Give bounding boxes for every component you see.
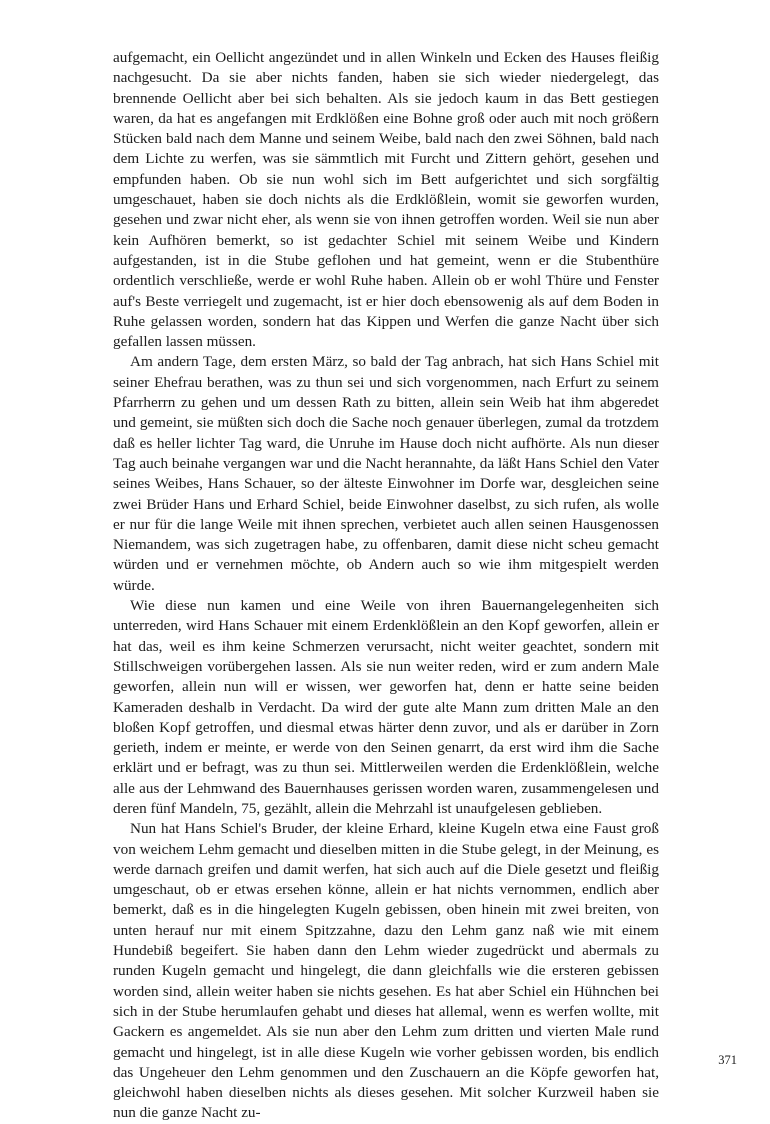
text-block bbox=[113, 48, 659, 1124]
paragraph-4: Nun hat Hans Schiel's Bruder, der kleine Erhard, kleine Kugeln etwa eine Faust groß von weichem Lehm gemacht und dieselben mitten in die Stube gelegt, in der Meinung, es werde darnach greifen und damit werfen, hat sich auch auf die Diele gesetzt und fleißig umgeschaut, ob er etwas ersehen könne, allein er hat nichts vernommen, endlich aber bemerkt, daß es in die hingelegten Kugeln gebissen, oben hinein mit zwei breiten, von unten herauf nur mit einem Spitzzahne, dazu den Lehm ganz naß wie mit einem Hundebiß begeifert. Sie haben dann den Lehm wieder zugedrückt und abermals zu runden Kugeln gemacht und hingelegt, die dann gleichfalls wie die ersteren gebissen worden sind, allein weiter haben sie nichts gesehen. Es hat aber Schiel ein Hühnchen bei sich in der Stube herumlaufen gehabt und dieses hat allemal, wenn es werfen wollte, mit Gackern es angemeldet. Als sie nun aber den Lehm zum dritten und vierten Male rund gemacht und hingelegt, ist in alle diese Kugeln wie vorher gebissen worden, bis endlich das Ungeheuer den Lehm genommen und den Zuschauern an die Köpfe geworfen hat, gleichwohl haben dieselben nichts als dieses gesehen. Mit solcher Kurzweil haben sie nun die ganze Nacht zu- bbox=[113, 820, 659, 1122]
paragraph-continuation: aufgemacht, ein Oellicht angezündet und in allen Winkeln und Ecken des Hauses fleißig nachgesucht. Da sie aber nichts fanden, haben sie sich wieder niedergelegt, das brennende Oellicht aber bei sich behalten. Als sie jedoch kaum in das Bett gestiegen waren, da hat es angefangen mit Erdklößen eine Bohne groß oder auch mit noch größern Stücken bald nach dem Manne und seinem Weibe, bald nach den zwei Söhnen, bald nach dem Lichte zu werfen, was sie sämmtlich mit Furcht und Zittern gehört, gesehen und empfunden haben. Ob sie nun wohl sich im Bett aufgerichtet und sich sorgfältig umgeschauet, haben sie doch nichts als die Erdklößlein, womit sie geworfen wurden, gesehen und zwar nicht eher, als wenn sie von ihnen getroffen worden. Weil sie nun aber kein Aufhören bemerkt, so ist gedachter Schiel mit seinem Weibe und Kindern aufgestanden, ist in die Stube geflohen und hat gemeint, wenn er die Stubenthüre ordentlich verschließe, werde er wohl Ruhe haben. Allein ob er wohl Thüre und Fenster auf's Beste verriegelt und zugemacht, ist er hier doch ebensowenig als auf dem Boden in Ruhe gelassen worden, sondern hat das Kippen und Werfen die ganze Nacht über sich gefallen lassen müssen. bbox=[113, 49, 659, 351]
paragraph-2: Am andern Tage, dem ersten März, so bald der Tag anbrach, hat sich Hans Schiel mit seiner Ehefrau berathen, was zu thun sei und sich vorgenommen, nach Erfurt zu seinem Pfarrherrn zu gehen und um dessen Rath zu bitten, allein sein Weib hat ihm abgeredet und gemeint, sie müßten sich doch die Sache noch genauer überlegen, zumal da trotzdem daß es heller lichter Tag ward, die Unruhe im Hause doch nicht aufhörte. Als nun dieser Tag auch beinahe vergangen war und die Nacht herannahte, da läßt Hans Schiel den Vater seines Weibes, Hans Schauer, so der älteste Einwohner im Dorfe war, desgleichen seine zwei Brüder Hans und Erhard Schiel, beide Einwohner daselbst, zu sich rufen, als wolle er nur für die lange Weile mit ihnen sprechen, verbietet auch allen seinen Hausgenossen Niemandem, was sich zugetragen habe, zu offenbaren, damit diese nicht scheu gemacht würden und er vernehmen möchte, ob Andern auch so wie ihm mitgespielt werden würde. bbox=[113, 353, 659, 594]
page-number: 371 bbox=[718, 1053, 737, 1067]
paragraph-3: Wie diese nun kamen und eine Weile von ihren Bauernangelegenheiten sich unterreden, wird Hans Schauer mit einem Erdenklößlein an den Kopf geworfen, allein er hat das, weil es ihm keine Schmerzen verursacht, nicht weiter geachtet, sondern mit Stillschweigen vorübergehen lassen. Als sie nun weiter reden, wird er zum andern Male geworfen, allein nun will er wissen, wer geworfen hat, denn er hatte seine beiden Kameraden deshalb in Verdacht. Da wird der gute alte Mann zum dritten Male an den bloßen Kopf getroffen, und diesmal etwas härter denn zuvor, und als er darüber in Zorn gerieth, indem er meinte, er werde von den Seinen genarrt, da erst wird ihm die Sache erklärt und er befragt, was zu thun sei. Mittlerweilen werden die Erdenklößlein, welche alle aus der Lehmwand des Bauernhauses gerissen worden waren, zusammengelesen und deren fünf Mandeln, 75, gezählt, allein die Mehrzahl ist unaufgelesen geblieben. bbox=[113, 597, 659, 817]
